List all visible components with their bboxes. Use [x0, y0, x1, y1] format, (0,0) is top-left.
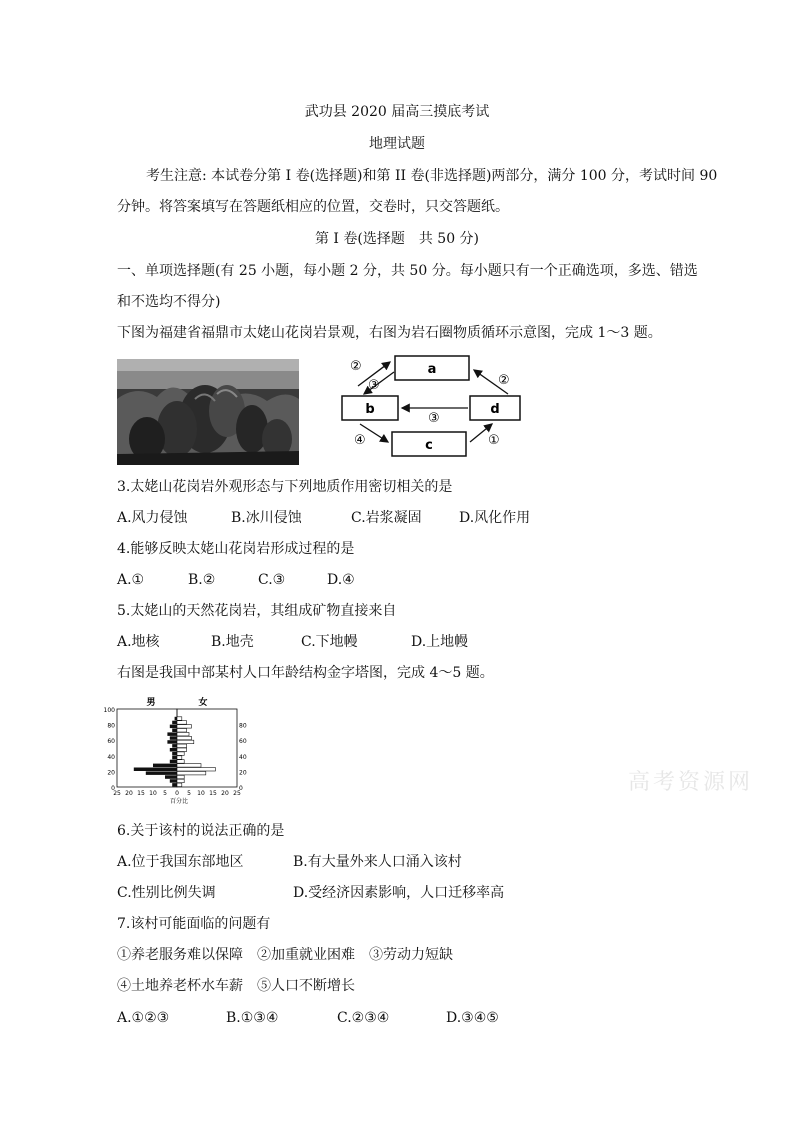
pyramid-pct-tick: 0: [175, 790, 179, 797]
pyramid-age-tick-right: 60: [239, 738, 247, 746]
q4-option-c: C.③: [258, 572, 286, 588]
pyramid-age-tick-left: 60: [107, 738, 115, 746]
pyramid-bar-male: [172, 752, 177, 756]
pyramid-bar-female: [177, 752, 184, 756]
intro-1: 下图为福建省福鼎市太姥山花岗岩景观，右图为岩石圈物质循环示意图，完成 1～3 题。: [117, 325, 662, 341]
pyramid-pct-tick: 15: [209, 790, 217, 797]
q3-stem: 3.太姥山花岗岩外观形态与下列地质作用密切相关的是: [117, 479, 453, 495]
pyramid-bar-male: [167, 732, 177, 736]
exam-title: 武功县 2020 届高三摸底考试: [304, 104, 490, 120]
q7-statements-2: ④土地养老杯水车薪 ⑤人口不断增长: [117, 978, 355, 994]
pyramid-bar-male: [172, 756, 177, 760]
pyramid-pct-tick: 5: [187, 790, 191, 797]
section1-line-2: 和不选均不得分): [117, 294, 221, 310]
q5-option-a: A.地核: [117, 634, 160, 650]
q5-option-b: B.地壳: [211, 634, 254, 650]
pyramid-bar-male: [172, 744, 177, 748]
pyramid-pct-tick: 25: [233, 790, 241, 797]
q3-option-a: A.风力侵蚀: [117, 510, 188, 526]
pyramid-bar-male: [167, 740, 177, 744]
intro-2: 右图是我国中部某村人口年龄结构金字塔图，完成 4～5 题。: [117, 665, 494, 681]
pyramid-bar-female: [177, 771, 206, 775]
pyramid-bar-female: [177, 721, 187, 725]
q6-option-c: C.性别比例失调: [117, 885, 216, 901]
q6-stem: 6.关于该村的说法正确的是: [117, 823, 285, 839]
watermark: 高考资源网: [628, 770, 754, 795]
q6-option-a: A.位于我国东部地区: [117, 854, 244, 870]
pyramid-male-label: 男: [146, 698, 156, 708]
pyramid-bar-male: [170, 760, 177, 764]
pyramid-male-frame: [117, 709, 177, 787]
label-n2-right: ②: [498, 373, 510, 388]
label-n2-left: ②: [350, 359, 362, 374]
q4-option-a: A.①: [117, 572, 145, 588]
subject-title: 地理试题: [369, 136, 425, 152]
pyramid-pct-tick: 25: [113, 790, 121, 797]
granite-landscape-photo: [117, 359, 299, 465]
pyramid-bar-female: [177, 736, 191, 740]
pyramid-female-label: 女: [198, 698, 208, 708]
label-n1: ①: [488, 433, 500, 448]
pyramid-age-tick-right: 0: [239, 785, 243, 792]
box-d-label: d: [490, 402, 500, 417]
label-n3-left: ③: [368, 378, 380, 393]
q4-option-b: B.②: [188, 572, 216, 588]
section1-line-1: 一、单项选择题(有 25 小题，每小题 2 分，共 50 分。每小题只有一个正确选项，多选、错选: [117, 263, 698, 279]
pyramid-bar-female: [177, 756, 182, 760]
pyramid-bar-female: [177, 779, 184, 783]
pyramid-bar-male: [153, 764, 177, 768]
q4-stem: 4.能够反映太姥山花岗岩形成过程的是: [117, 541, 355, 557]
q5-option-c: C.下地幔: [301, 634, 358, 650]
notice-line-1: 考生注意: 本试卷分第 I 卷(选择题)和第 II 卷(非选择题)两部分，满分 100 分，考试时间 90: [146, 168, 718, 184]
pyramid-age-tick-right: 80: [239, 722, 247, 730]
q6-option-b: B.有大量外来人口涌入该村: [293, 854, 462, 870]
box-a-label: a: [427, 362, 437, 377]
pyramid-age-tick-left: 100: [103, 707, 115, 714]
q5-option-d: D.上地幔: [411, 634, 469, 650]
pyramid-bar-female: [177, 748, 187, 752]
pyramid-bar-female: [177, 729, 187, 733]
q7-option-b: B.①③④: [226, 1010, 279, 1026]
pyramid-bar-male: [170, 725, 177, 729]
pyramid-bar-male: [165, 775, 177, 779]
q5-stem: 5.太姥山的天然花岗岩，其组成矿物直接来自: [117, 603, 397, 619]
pyramid-pct-tick: 10: [149, 790, 157, 797]
q3-option-d: D.风化作用: [459, 510, 531, 526]
notice-line-2: 分钟。将答案填写在答题纸相应的位置，交卷时，只交答题纸。: [117, 199, 509, 215]
pyramid-bar-male: [175, 717, 177, 721]
q7-option-d: D.③④⑤: [446, 1010, 499, 1026]
pyramid-pct-tick: 20: [221, 790, 229, 797]
pyramid-bar-female: [177, 740, 194, 744]
pyramid-pct-tick: 5: [163, 790, 167, 797]
pyramid-bar-female: [177, 744, 187, 748]
q7-option-c: C.②③④: [337, 1010, 390, 1026]
pyramid-bar-male: [170, 736, 177, 740]
label-n3-middle: ③: [428, 411, 440, 426]
pyramid-bar-male: [134, 768, 177, 772]
pyramid-age-tick-left: 0: [111, 785, 115, 792]
pyramid-xlabel: 百分比: [169, 798, 189, 805]
pyramid-pct-tick: 10: [197, 790, 205, 797]
pyramid-bar-female: [177, 725, 191, 729]
pyramid-bar-female: [177, 760, 184, 764]
rock-cycle-diagram: [338, 352, 528, 460]
box-c-label: c: [425, 438, 433, 453]
pyramid-age-tick-left: 40: [107, 753, 115, 761]
pyramid-bar-male: [172, 721, 177, 725]
population-pyramid-chart: [103, 695, 267, 805]
pyramid-pct-tick: 15: [137, 790, 145, 797]
pyramid-bar-female: [177, 717, 182, 721]
box-b-label: b: [365, 402, 375, 417]
q7-option-a: A.①②③: [117, 1010, 170, 1026]
q7-stem: 7.该村可能面临的问题有: [117, 916, 271, 932]
pyramid-bar-female: [177, 764, 201, 768]
label-n4: ④: [354, 433, 366, 448]
pyramid-bar-male: [170, 748, 177, 752]
pyramid-bar-female: [177, 768, 215, 772]
pyramid-bar-male: [172, 729, 177, 733]
pyramid-bar-male: [172, 783, 177, 787]
q6-option-d: D.受经济因素影响，人口迁移率高: [293, 885, 505, 901]
pyramid-bar-female: [177, 732, 189, 736]
pyramid-bar-male: [146, 771, 177, 775]
q3-option-b: B.冰川侵蚀: [231, 510, 302, 526]
pyramid-age-tick-right: 40: [239, 753, 247, 761]
pyramid-age-tick-right: 20: [239, 769, 247, 777]
pyramid-bar-female: [177, 783, 182, 787]
q4-option-d: D.④: [327, 572, 355, 588]
pyramid-pct-tick: 20: [125, 790, 133, 797]
q3-option-c: C.岩浆凝固: [351, 510, 422, 526]
part1-title: 第 I 卷(选择题 共 50 分): [314, 231, 480, 247]
pyramid-bar-male: [170, 779, 177, 783]
pyramid-age-tick-left: 20: [107, 769, 115, 777]
q7-statements-1: ①养老服务难以保障 ②加重就业困难 ③劳动力短缺: [117, 947, 453, 963]
pyramid-bar-female: [177, 775, 184, 779]
pyramid-age-tick-left: 80: [107, 722, 115, 730]
